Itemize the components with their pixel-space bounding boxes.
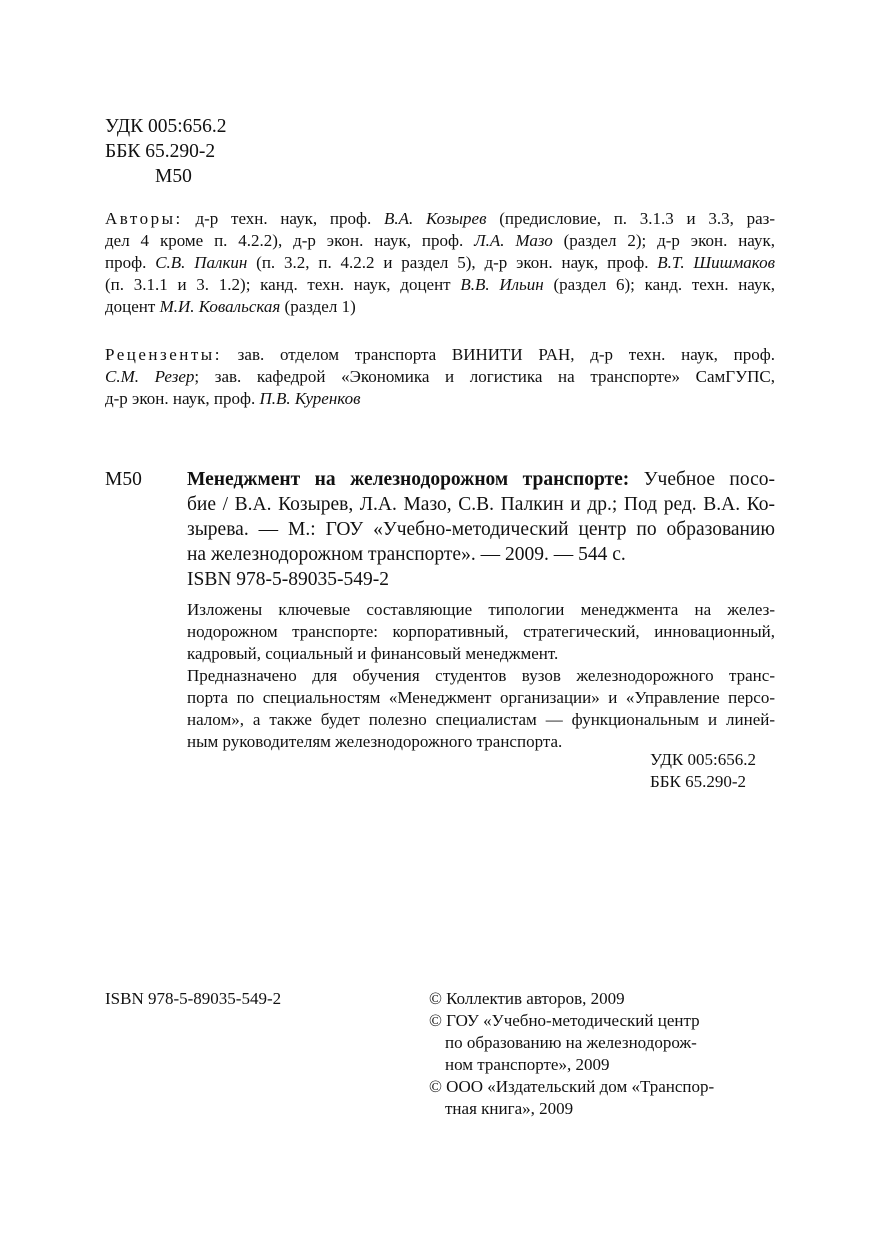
author-name: В.А. Козырев <box>383 209 487 228</box>
authors-line: проф. С.В. Палкин (п. 3.2, п. 4.2.2 и раздел 5), д-р экон. наук, проф. В.Т. Шишмаков <box>105 253 775 272</box>
bottom-isbn: ISBN 978-5-89035-549-2 <box>105 989 282 1008</box>
author-name: В.Т. Шишмаков <box>657 253 775 272</box>
bbk-code-footer: ББК 65.290-2 <box>650 772 747 791</box>
reviewers-line: д-р экон. наук, проф. П.В. Куренков <box>105 389 361 408</box>
copyrights <box>429 988 775 1120</box>
authors-block <box>105 208 775 318</box>
copyright-line: по образованию на железнодорож- <box>445 1033 697 1052</box>
copyright-line: © Коллектив авторов, 2009 <box>429 989 625 1008</box>
book-title: Менеджмент на железнодорожном транспорте: <box>187 469 630 490</box>
author-name: С.В. Палкин <box>155 253 248 272</box>
udk-code-footer: УДК 005:656.2 <box>650 750 756 769</box>
author-name: М.И. Ковальская <box>159 297 281 316</box>
footer-codes <box>650 749 756 793</box>
reviewers-block <box>105 344 775 410</box>
author-mark: М50 <box>155 166 192 187</box>
authors-line: дел 4 кроме п. 4.2.2), д-р экон. наук, проф. Л.А. Мазо (раздел 2); д-р экон. наук, <box>105 231 775 250</box>
reviewers-line: С.М. Резер; зав. кафедрой «Экономика и логистика на транспорте» СамГУПС, <box>105 367 775 386</box>
author-name: В.В. Ильин <box>460 275 544 294</box>
reviewers-line: Рецензенты: зав. отделом транспорта ВИНИТИ РАН, д-р техн. наук, проф. <box>105 345 775 364</box>
catalog-entry-cont: бие / В.А. Козырев, Л.А. Мазо, С.В. Палкин и др.; Под ред. В.А. Ко- зырева. — М.: ГОУ «Учебно-методический центр по образованию на железнодорожном транспорте». — 2009. — 544 с. ISBN 978-5-89035-549-2 <box>187 494 775 590</box>
catalog-mark: М50 <box>105 469 142 490</box>
copyright-line: тная книга», 2009 <box>445 1099 574 1118</box>
reviewer-name: П.В. Куренков <box>259 389 361 408</box>
annotation: Изложены ключевые составляющие типологии менеджмента на желез- нодорожном транспорте: корпоративный, стратегический, инновационный, кадровый, социальный и финансовый менеджмент. Предназначено для обучения студентов вузов железнодорожного транс- порта по специальностям «Менеджмент организации» и «Управление персо- налом», а также будет полезно специалистам — функциональным и линей- ным руководителям железнодорожного транспорта. <box>187 600 775 751</box>
header-codes <box>105 114 227 189</box>
reviewer-name: С.М. Резер <box>105 367 195 386</box>
bbk-code: ББК 65.290-2 <box>105 141 216 162</box>
authors-line: Авторы: д-р техн. наук, проф. В.А. Козырев (предисловие, п. 3.1.3 и 3.3, раз- <box>105 209 776 228</box>
authors-line: (п. 3.1.1 и 3. 1.2); канд. техн. наук, доцент В.В. Ильин (раздел 6); канд. техн. наук, <box>105 275 775 294</box>
authors-line: доцент М.И. Ковальская (раздел 1) <box>105 297 356 316</box>
catalog-entry: Менеджмент на железнодорожном транспорте: Учебное посо- <box>187 469 775 490</box>
udk-code: УДК 005:656.2 <box>105 116 227 137</box>
author-name: Л.А. Мазо <box>474 231 553 250</box>
authors-label: Авторы: <box>105 209 183 228</box>
copyright-line: © ООО «Издательский дом «Транспор- <box>429 1077 715 1096</box>
catalog-isbn: ISBN 978-5-89035-549-2 <box>187 569 390 590</box>
reviewers-label: Рецензенты: <box>105 345 222 364</box>
copyright-line: © ГОУ «Учебно-методический центр <box>429 1011 700 1030</box>
copyright-line: ном транспорте», 2009 <box>445 1055 610 1074</box>
